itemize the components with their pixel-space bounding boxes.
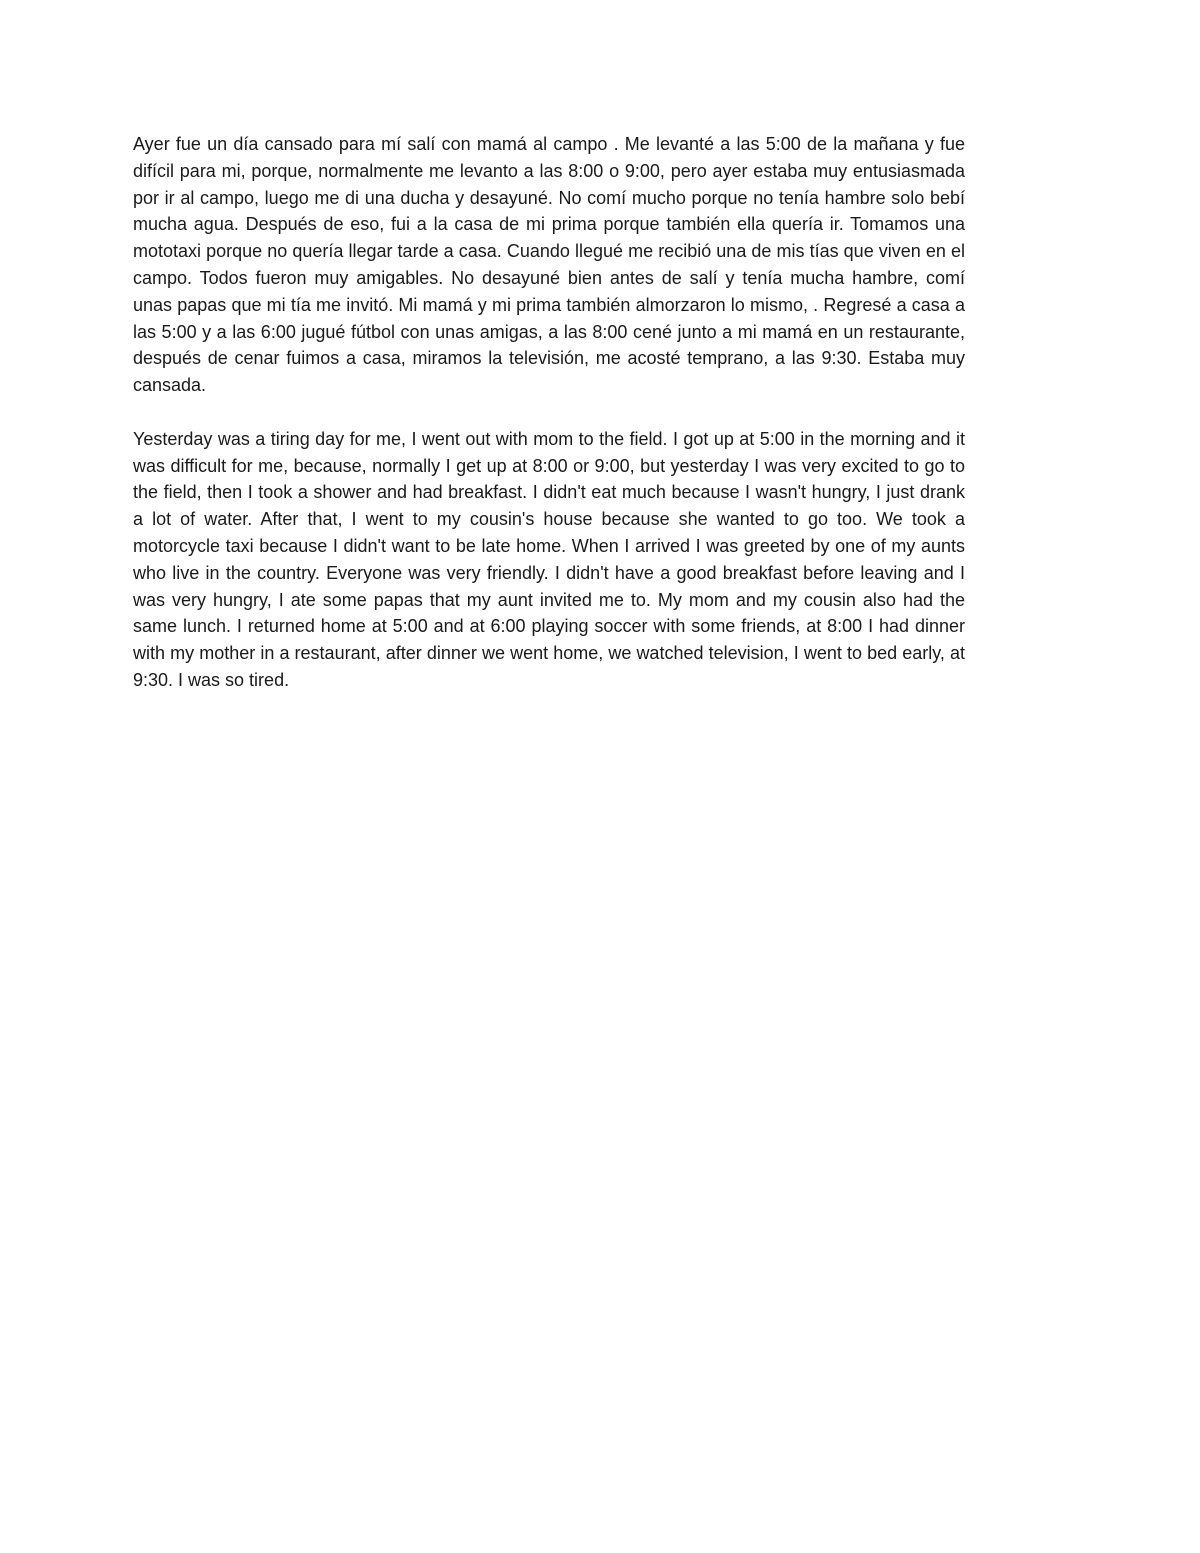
paragraph-english: Yesterday was a tiring day for me, I went out with mom to the field. I got up at 5:00 in the morning and it was difficult for me, because, normally I get up at 8:00 or 9:00, but yesterday I was very excited to go to the field, then I took a shower and had breakfast. I didn't eat much because I wasn't hungry, I just drank a lot of water. After that, I went to my cousin's house because she wanted to go too. We took a motorcycle taxi because I didn't want to be late home. When I arrived I was greeted by one of my aunts who live in the country. Everyone was very friendly. I didn't have a good breakfast before leaving and I was very hungry, I ate some papas that my aunt invited me to. My mom and my cousin also had the same lunch. I returned home at 5:00 and at 6:00 playing soccer with some friends, at 8:00 I had dinner with my mother in a restaurant, after dinner we went home, we watched television, I went to bed early, at 9:30. I was so tired.: [133, 428, 965, 690]
paragraph-spanish: Ayer fue un día cansado para mí salí con mamá al campo . Me levanté a las 5:00 de la mañana y fue difícil para mi, porque, normalmente me levanto a las 8:00 o 9:00, pero ayer estaba muy entusiasmada por ir al campo, luego me di una ducha y desayuné. No comí mucho porque no tenía hambre solo bebí mucha agua. Después de eso, fui a la casa de mi prima porque también ella quería ir. Tomamos una mototaxi porque no quería llegar tarde a casa. Cuando llegué me recibió una de mis tías que viven en el campo. Todos fueron muy amigables. No desayuné bien antes de salí y tenía mucha hambre, comí unas papas que mi tía me invitó. Mi mamá y mi prima también almorzaron lo mismo, . Regresé a casa a las 5:00 y a las 6:00 jugué fútbol con unas amigas, a las 8:00 cené junto a mi mamá en un restaurante, después de cenar fuimos a casa, miramos la televisión, me acosté temprano, a las 9:30. Estaba muy cansada.: [133, 134, 965, 396]
document-body: [133, 131, 965, 694]
